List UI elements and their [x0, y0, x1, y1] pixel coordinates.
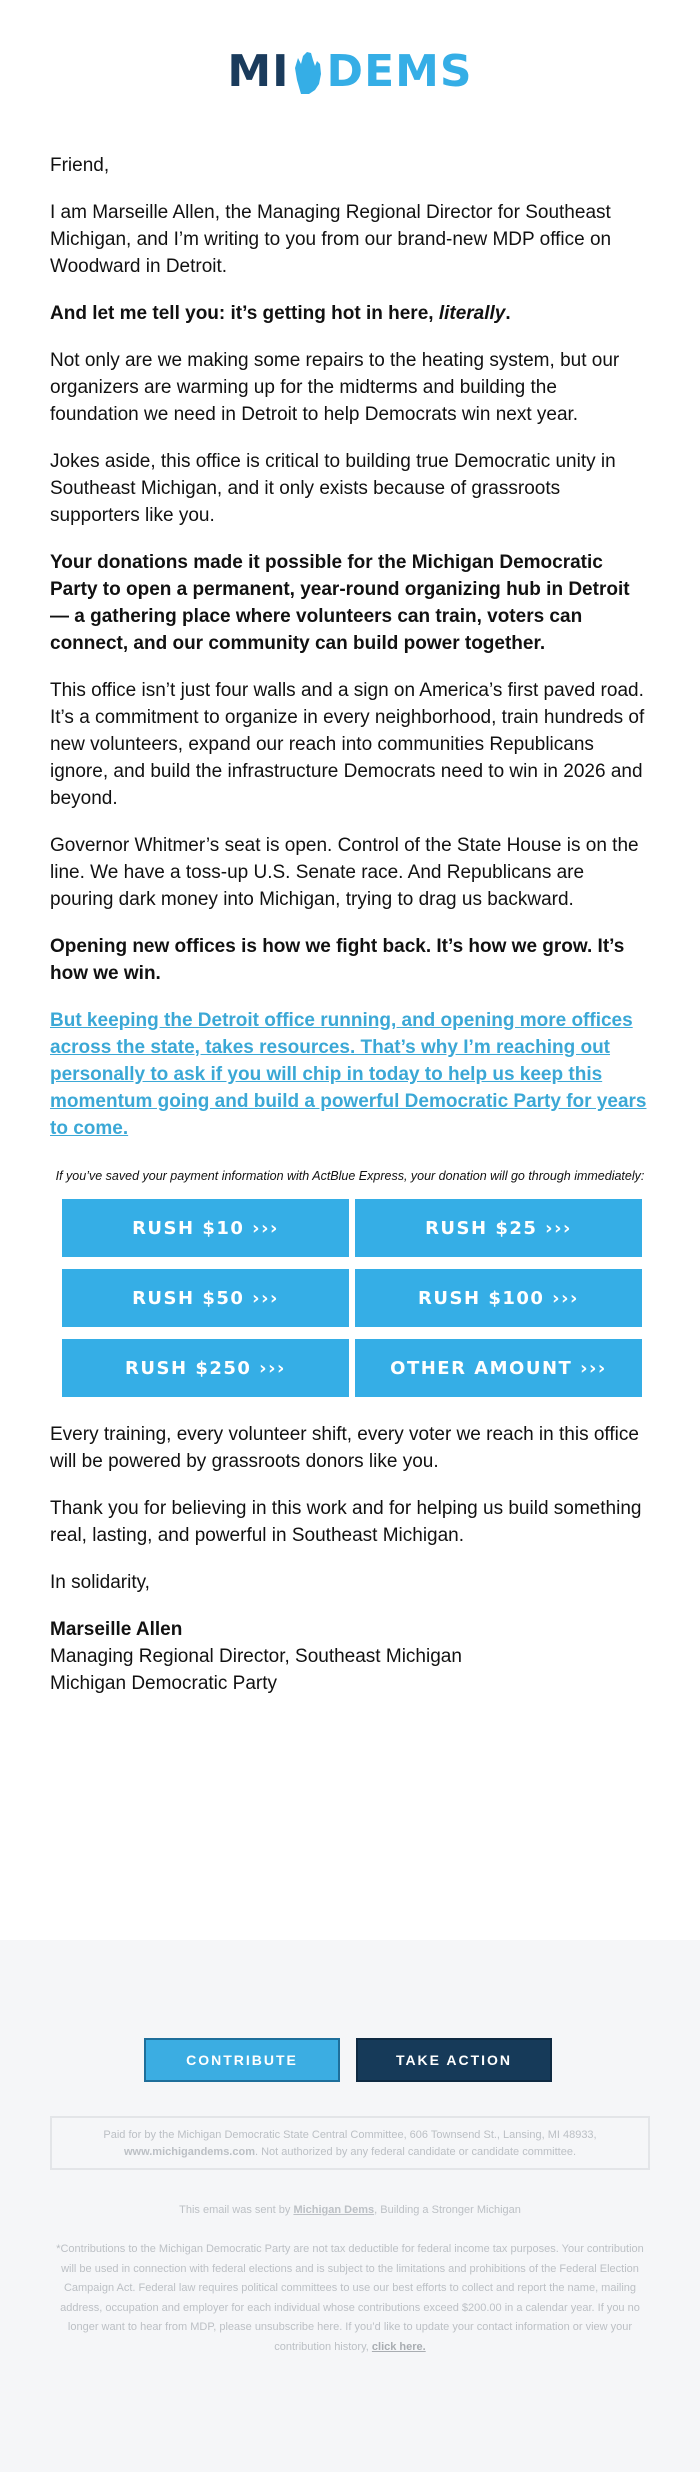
- logo-dems-text: DEMS: [326, 46, 473, 97]
- rush-100-button[interactable]: RUSH $100 ›››: [355, 1269, 642, 1327]
- signature-block: [50, 1616, 650, 1697]
- other-amount-button[interactable]: OTHER AMOUNT ›››: [355, 1339, 642, 1397]
- contribute-button[interactable]: CONTRIBUTE: [144, 2038, 340, 2082]
- take-action-button[interactable]: TAKE ACTION: [356, 2038, 552, 2082]
- closing-section: [50, 1421, 650, 1697]
- emphasis-literally: literally: [438, 303, 506, 324]
- paragraph-fight-back: Opening new offices is how we fight back. It’s how we grow. It’s how we win.: [50, 936, 625, 984]
- paragraph-office: This office isn’t just four walls and a sign on America’s first paved road. It’s a commitment to organize in every neighborhood, train hundreds of new volunteers, expand our reach into communities Republicans ignore, and build the infrastructure Democrats need to win in 2026 and beyond.: [50, 680, 645, 809]
- signer-org: Michigan Democratic Party: [50, 1673, 278, 1694]
- footer-buttons: [144, 2038, 552, 2082]
- paragraph-donations: Your donations made it possible for the Michigan Democratic Party to open a permanent, year-round organizing hub in Detroit — a gathering place where volunteers can train, voters can connect, and our community can build power together.: [50, 552, 630, 654]
- paragraph-every-training: Every training, every volunteer shift, every voter we reach in this office will be powered by grassroots donors like you.: [50, 1424, 639, 1472]
- letter-content: [50, 152, 650, 1697]
- rush-50-button[interactable]: RUSH $50 ›››: [62, 1269, 349, 1327]
- rush-250-button[interactable]: RUSH $250 ›››: [62, 1339, 349, 1397]
- sent-by-line: This email was sent by Michigan Dems, Building a Stronger Michigan: [179, 2204, 521, 2216]
- donation-ask-link[interactable]: But keeping the Detroit office running, and opening more offices across the state, takes resources. That’s why I’m reaching out personally to ask if you will chip in today to help us keep this momentum going and build a powerful Democratic Party for years to come.: [50, 1010, 647, 1139]
- paragraph-hot: And let me tell you: it’s getting hot in here, literally.: [50, 303, 511, 324]
- closing-salutation: In solidarity,: [50, 1572, 150, 1593]
- paragraph-stakes: Governor Whitmer’s seat is open. Control of the State House is on the line. We have a toss-up U.S. Senate race. And Republicans are pouring dark money into Michigan, trying to drag us backward.: [50, 835, 639, 910]
- website-link[interactable]: www.michigandems.com: [123, 2146, 255, 2158]
- signer-title: Managing Regional Director, Southeast Michigan: [50, 1646, 462, 1667]
- email-footer: [0, 1940, 700, 2472]
- greeting: Friend,: [50, 155, 110, 176]
- michigan-dems-link[interactable]: Michigan Dems: [293, 2204, 375, 2216]
- actblue-note: If you’ve saved your payment information with ActBlue Express, your donation will go through immediately:: [55, 1169, 645, 1183]
- signer-name: Marseille Allen: [50, 1619, 183, 1640]
- michigan-mitten-icon: [291, 50, 325, 94]
- paragraph-thank-you: Thank you for believing in this work and for helping us build something real, lasting, and powerful in Southeast Michigan.: [50, 1498, 642, 1546]
- rush-10-button[interactable]: RUSH $10 ›››: [62, 1199, 349, 1257]
- legal-disclaimer: *Contributions to the Michigan Democratic Party are not tax deductible for federal income tax purposes. Your contribution will be used in connection with federal elections and is subject to the limitations and prohibitions of the Federal Election Campaign Act. Federal law requires political committees to use our best efforts to collect and report the name, mailing address, occupation and employer for each individual whose contributions exceed $200.00 in a calendar year. If you no longer want to hear from MDP, please unsubscribe here. If you’d like to update your contact information or view your contribution history, click here.: [56, 2243, 644, 2353]
- donate-button-grid: [62, 1199, 650, 1397]
- paragraph-repairs: Not only are we making some repairs to the heating system, but our organizers are warming up for the midterms and building the foundation we need in Detroit to help Democrats win next year.: [50, 350, 620, 425]
- click-here-link[interactable]: click here.: [371, 2340, 426, 2353]
- logo-mi-text: MI: [227, 46, 290, 97]
- paid-for-disclaimer: Paid for by the Michigan Democratic State Central Committee, 606 Townsend St., Lansing, MI 48933, www.michigandems.com. Not authorized by any federal candidate or candidate committee.: [50, 2116, 650, 2170]
- paragraph-intro: I am Marseille Allen, the Managing Regional Director for Southeast Michigan, and I’m writing to you from our brand-new MDP office on Woodward in Detroit.: [50, 202, 612, 277]
- mi-dems-logo[interactable]: [0, 46, 700, 97]
- rush-25-button[interactable]: RUSH $25 ›››: [355, 1199, 642, 1257]
- paragraph-jokes-aside: Jokes aside, this office is critical to building true Democratic unity in Southeast Michigan, and it only exists because of grassroots supporters like you.: [50, 451, 616, 526]
